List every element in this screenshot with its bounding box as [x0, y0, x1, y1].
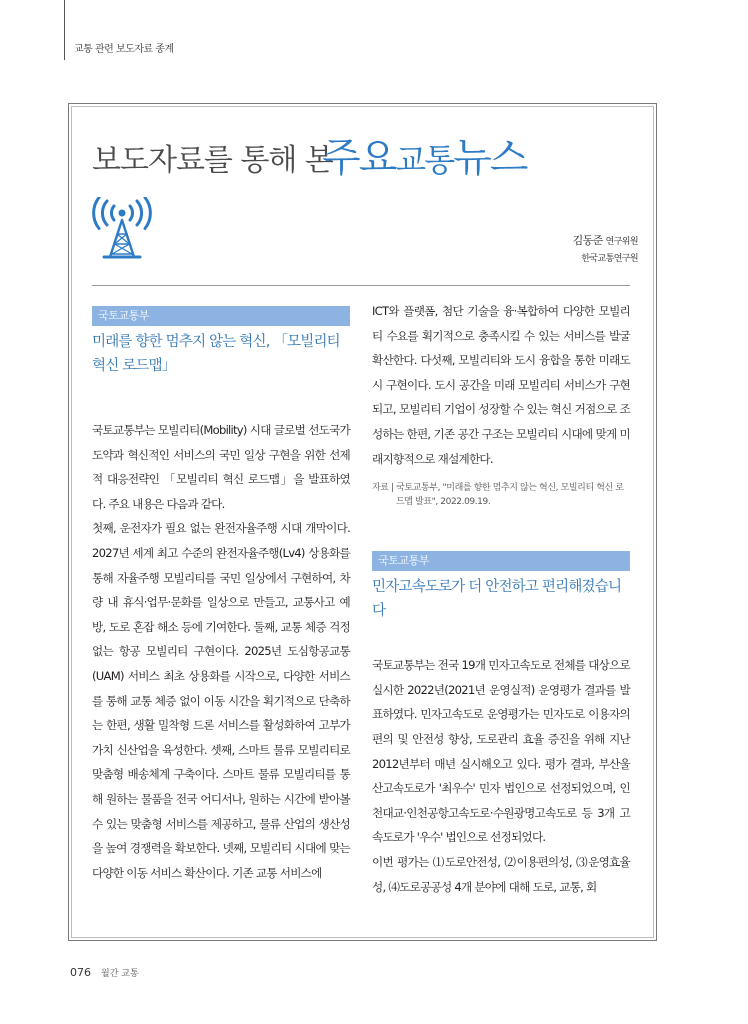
section-title: 보도자료를 통해 본 — [92, 143, 333, 178]
author-position: 연구위원 — [605, 237, 638, 247]
radio-tower-icon — [90, 197, 154, 261]
page-number: 076 — [70, 966, 91, 979]
category-badge: 국토교통부 — [372, 551, 630, 571]
side-rule — [64, 0, 65, 60]
left-column — [92, 306, 350, 885]
article-body — [372, 653, 630, 899]
page-footer — [70, 966, 139, 979]
article-headline: 미래를 향한 멈추지 않는 혁신, 「모빌리티 혁신 로드맵」 — [92, 334, 340, 374]
author-byline — [573, 232, 638, 268]
title-accent-word-2: 교통 — [395, 141, 454, 179]
title-accent-word-1: 주요 — [322, 135, 396, 181]
category-badge: 국토교통부 — [92, 306, 350, 326]
divider — [92, 285, 630, 286]
article-body-continued — [372, 299, 630, 471]
right-column — [372, 299, 630, 899]
author-name: 김동준 — [572, 234, 603, 247]
source-note: 자료 | 국토교통부, "미래를 향한 멈추지 않는 혁신, 모빌리티 혁신 로드맵 발표", 2022.09.19. — [372, 483, 624, 508]
body-paragraph: ICT와 플랫폼, 첨단 기술을 융·복합하여 다양한 모빌리티 수요를 획기적으로 충족시킬 수 있는 서비스를 발굴 확산한다. 다섯째, 모빌리티와 도시 융합을 통한 미래도시 구현이다. 도시 공간을 미래 모빌리티 서비스가 구현되고, 모빌리티 기업이 성장할 수 있는 혁신 거점으로 조성하는 한편, 기존 공간 구조는 모빌리티 시대에 맞게 미래지향적으로 재설계한다. — [372, 304, 630, 466]
body-paragraph: 이번 평가는 ⑴도로안전성, ⑵이용편의성, ⑶운영효율성, ⑷도로공공성 4개 분야에 대해 도로, 교통, 회 — [372, 854, 630, 894]
article-headline: 민자고속도로가 더 안전하고 편리해졌습니다 — [372, 579, 622, 620]
body-paragraph: 국토교통부는 모빌리티(Mobility) 시대 글로벌 선도국가 도약과 혁신적인 서비스의 국민 일상 구현을 위한 선제적 대응전략인 「모빌리티 혁신 로드맵」을 발표하였다. 주요 내용은 다음과 같다. — [92, 423, 350, 511]
article-body — [92, 418, 350, 885]
title-accent-word-3: 뉴스 — [453, 135, 527, 181]
body-paragraph: 국토교통부는 전국 19개 민자고속도로 전체를 대상으로 실시한 2022년(2021년 운영실적) 운영평가 결과를 발표하였다. 민자고속도로 운영평가는 민자도로 이용자의 편의 및 안전성 향상, 도로관리 효율 증진을 위해 지난 2012년부터 매년 실시해오고 있다. 평가 결과, 부산울산고속도로가 '최우수' 민자 법인으로 선정되었으며, 인천대교·인천공항고속도로·수원광명고속도로 등 3개 고속도로가 '우수' 법인으로 선정되었다. — [372, 658, 630, 845]
section-title-accent — [322, 126, 526, 183]
publication-name: 월간 교통 — [101, 969, 139, 979]
running-head: 교통 관련 보도자료 종계 — [74, 44, 174, 55]
author-institute: 한국교통연구원 — [581, 254, 638, 264]
body-paragraph: 첫째, 운전자가 필요 없는 완전자율주행 시대 개막이다. 2027년 세계 최고 수준의 완전자율주행(Lv4) 상용화를 통해 자율주행 모빌리티를 국민 일상에서 구현하여, 차량 내 휴식·업무·문화를 일상으로 만들고, 교통사고 예방, 도로 혼잡 해소 등에 기여한다. 둘째, 교통 체증 걱정 없는 항공 모빌리티 구현이다. 2025년 도심항공교통(UAM) 서비스 최초 상용화를 시작으로, 다양한 서비스를 통해 교통 체증 없이 이동 시간을 획기적으로 단축하는 한편, 생활 밀착형 드론 서비스를 활성화하여 고부가가치 신산업을 육성한다. 셋째, 스마트 물류 모빌리티로 맞춤형 배송체계 구축이다. 스마트 물류 모빌리티를 통해 원하는 물품을 전국 어디서나, 원하는 시간에 받아볼 수 있는 맞춤형 서비스를 제공하고, 물류 산업의 생산성을 높여 경쟁력을 확보한다. 넷째, 모빌리티 시대에 맞는 다양한 이동 서비스 확산이다. 기존 교통 서비스에 — [92, 521, 350, 880]
